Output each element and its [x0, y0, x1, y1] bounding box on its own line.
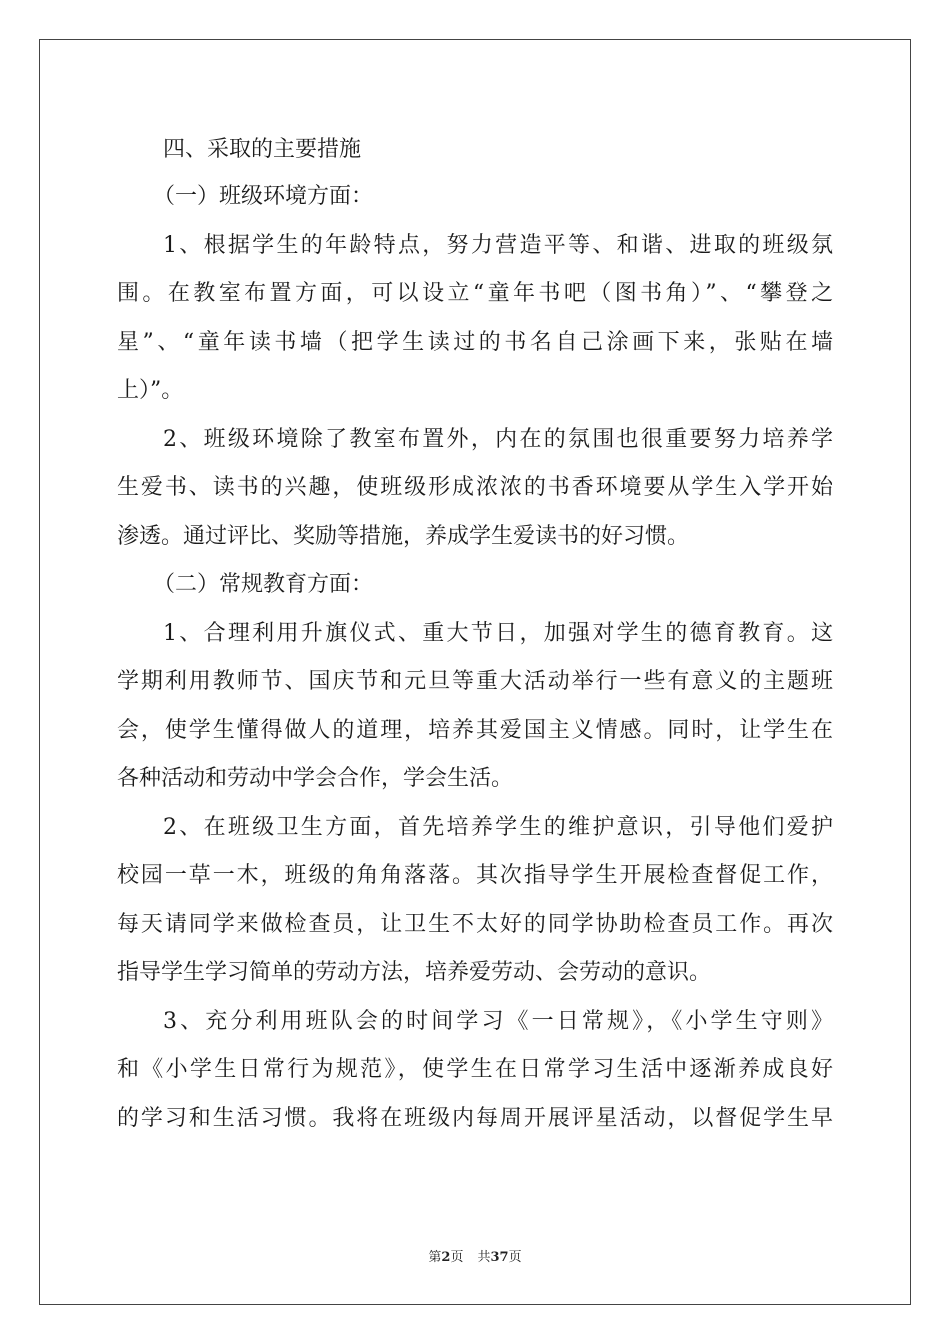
paragraph-line: 围。在教室布置方面，可以设立“童年书吧（图书角）”、“攀登之: [117, 281, 833, 306]
paragraph-line: 指导学生学习简单的劳动方法，培养爱劳动、会劳动的意识。: [117, 960, 712, 985]
page-total: 37: [490, 1250, 509, 1265]
page-prefix: 第: [428, 1250, 442, 1265]
section-heading: 四、采取的主要措施: [163, 137, 362, 162]
paragraph-line: 生爱书、读书的兴趣，使班级形成浓浓的书香环境要从学生入学开始: [117, 475, 833, 500]
paragraph-line: 2、在班级卫生方面，首先培养学生的维护意识，引导他们爱护: [163, 814, 833, 840]
paragraph-line: 3、充分利用班队会的时间学习《一日常规》，《小学生守则》: [163, 1008, 833, 1034]
subsection-title: （一）班级环境方面：: [153, 184, 374, 209]
paragraph-line: 每天请同学来做检查员，让卫生不太好的同学协助检查员工作。再次: [117, 911, 833, 937]
paragraph-line: 1、根据学生的年龄特点，努力营造平等、和谐、进取的班级氛: [163, 232, 833, 258]
paragraph-line: 的学习和生活习惯。我将在班级内每周开展评星活动，以督促学生早: [117, 1105, 833, 1131]
paragraph-line: 星”、“童年读书墙（把学生读过的书名自己涂画下来，张贴在墙: [117, 329, 833, 355]
paragraph-line: 学期利用教师节、国庆节和元旦等重大活动举行一些有意义的主题班: [117, 669, 833, 694]
page-unit: 页: [450, 1250, 464, 1265]
paragraph-line: 上）”。: [117, 378, 184, 403]
paragraph-line: 2、班级环境除了教室布置外，内在的氛围也很重要努力培养学: [163, 426, 833, 452]
paragraph-line: 各种活动和劳动中学会合作，学会生活。: [117, 766, 514, 791]
paragraph-line: 校园一草一木，班级的角角落落。其次指导学生开展检查督促工作，: [117, 863, 833, 888]
page-current: 2: [441, 1250, 451, 1265]
subsection-title: （二）常规教育方面：: [153, 572, 374, 597]
paragraph-line: 和《小学生日常行为规范》，使学生在日常学习生活中逐渐养成良好: [117, 1057, 833, 1082]
paragraph-line: 渗透。通过评比、奖励等措施，养成学生爱读书的好习惯。: [117, 523, 690, 549]
paragraph-line: 会，使学生懂得做人的道理，培养其爱国主义情感。同时，让学生在: [117, 717, 833, 743]
total-unit: 页: [508, 1250, 522, 1265]
document-body: [117, 127, 833, 1143]
page-footer: [0, 1246, 950, 1265]
total-prefix: 共: [477, 1250, 491, 1265]
paragraph-line: 1、合理利用升旗仪式、重大节日，加强对学生的德育教育。这: [163, 620, 833, 646]
